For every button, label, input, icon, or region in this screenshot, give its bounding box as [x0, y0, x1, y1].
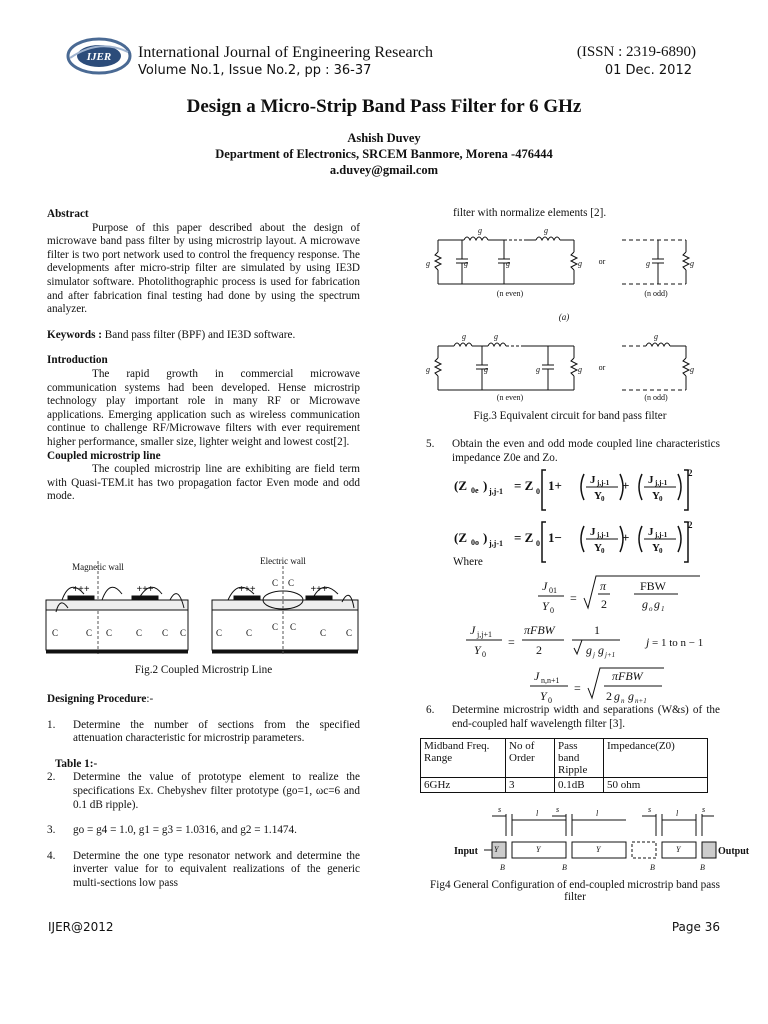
svg-text:= Z: = Z — [514, 478, 534, 493]
svg-text:01: 01 — [549, 586, 557, 595]
keywords-text: Band pass filter (BPF) and IE3D software. — [104, 328, 296, 341]
journal-name: International Journal of Engineering Research — [138, 44, 433, 61]
svg-text:g: g — [426, 259, 430, 268]
table-header-cell: No of Order — [506, 739, 555, 778]
fig2-caption: Fig.2 Coupled Microstrip Line — [134, 664, 273, 676]
svg-text:j,j-1: j,j-1 — [597, 531, 610, 539]
step-5: 5. Obtain the even and odd mode coupled line characteristics impedance Z0e and Zo. — [426, 438, 720, 464]
svg-text:g: g — [614, 689, 620, 703]
svg-text:C: C — [106, 628, 113, 638]
keywords-label: Keywords : — [47, 328, 102, 341]
svg-text:Y: Y — [540, 689, 547, 703]
svg-text:g: g — [426, 365, 430, 374]
inverter-equations — [464, 574, 720, 706]
svg-text:0: 0 — [659, 495, 663, 503]
svg-text:C: C — [246, 628, 253, 638]
abstract-text: Purpose of this paper described about the design of microwave band pass filter by using microstrip layout. A microwave filter is two port network used to control the frequency response. The developments after micro-strip filter are simulated by using IE3D simulator software. Photolithographic process is used for fabrication and after fabrication final testing had done by using the spectrum analyzer. — [47, 221, 360, 316]
svg-text:C: C — [288, 578, 295, 588]
svg-text:(n odd): (n odd) — [644, 393, 668, 402]
svg-text:Output: Output — [718, 846, 750, 857]
svg-text:s: s — [498, 805, 502, 814]
svg-text:2: 2 — [688, 468, 693, 478]
footer-page-number: Page 36 — [671, 920, 720, 934]
table-header-cell: Midband Freq. Range — [421, 739, 506, 778]
svg-text:B: B — [562, 863, 567, 872]
fig3-caption: Fig.3 Equivalent circuit for band pass filter — [473, 410, 667, 422]
svg-text:g: g — [628, 689, 634, 703]
svg-text:(Z: (Z — [454, 478, 467, 493]
step-4: 4. Determine the one type resonator network and determine the inverter value for to equivalent realizations of the generic multi-sections low pass — [47, 849, 360, 889]
journal-volume: Volume No.1, Issue No.2, pp : 36-37 — [138, 63, 372, 78]
where-label: Where — [453, 556, 483, 568]
svg-text:o: o — [649, 605, 653, 613]
svg-text:FBW: FBW — [640, 579, 667, 593]
svg-text:g: g — [478, 226, 482, 235]
svg-text:j,j-1: j,j-1 — [655, 531, 668, 539]
fig4-end-coupled-config — [452, 805, 750, 878]
fig4-caption: Fig4 General Configuration of end-coupled microstrip band pass filter — [430, 879, 720, 903]
svg-text:J: J — [590, 526, 596, 538]
svg-text:j,j-1: j,j-1 — [489, 539, 503, 548]
svg-text:s: s — [556, 805, 560, 814]
svg-text:Y: Y — [542, 599, 549, 613]
svg-text:C: C — [162, 628, 169, 638]
svg-text:j+1: j+1 — [605, 651, 616, 659]
svg-text:g: g — [654, 332, 658, 341]
svg-text:1+: 1+ — [548, 478, 562, 493]
fig2-coupled-microstrip — [40, 556, 362, 658]
svg-text:g: g — [598, 643, 604, 657]
right-cont-text: filter with normalize elements [2]. — [453, 207, 607, 219]
svg-text:J: J — [590, 474, 596, 486]
svg-text:IJER: IJER — [86, 51, 112, 63]
svg-text:g: g — [578, 365, 582, 374]
step-3: 3. go = g4 = 1.0, g1 = g3 = 1.0316, and g2 = 1.1474. — [47, 824, 297, 837]
svg-text:+: + — [622, 530, 630, 545]
svg-text:j,j-1: j,j-1 — [597, 479, 610, 487]
svg-text:Y: Y — [594, 490, 602, 502]
svg-text:πFBW: πFBW — [612, 669, 643, 683]
keywords — [47, 329, 360, 343]
svg-text:Y: Y — [494, 845, 499, 854]
step-1: 1. Determine the number of sections from the specified attenuation characteristic for microstrip parameters. — [47, 718, 360, 745]
author-email: a.duvey@gmail.com — [329, 163, 439, 177]
coupled-text: The coupled microstrip line are exhibiting are field term with Quasi-TEM.it has two propagation factor Even mode and odd mode. — [47, 463, 360, 503]
svg-text:Y: Y — [652, 490, 660, 502]
svg-text:J: J — [534, 669, 540, 683]
author-name: Ashish Duvey — [347, 131, 421, 145]
svg-text:s: s — [702, 805, 706, 814]
svg-text:B: B — [500, 863, 505, 872]
svg-text:π: π — [600, 579, 607, 593]
introduction-text: The rapid growth in commercial microwave communication systems had been developed. Hense microstrip technology play important role in many RF or Microwave applications. Emerging application such as wireless communication continue to challenge RF/Microwave filters with ever requirement higher performance, smaller size, lighter weight and lowest cost[2]. — [47, 367, 360, 448]
svg-text:C: C — [136, 628, 143, 638]
svg-text:+++: +++ — [238, 584, 256, 595]
svg-text:0: 0 — [601, 547, 605, 555]
svg-text:l: l — [536, 809, 539, 818]
svg-text:B: B — [700, 863, 705, 872]
svg-text:2: 2 — [688, 520, 693, 530]
svg-text:C: C — [320, 628, 327, 638]
svg-text:= 1 to n − 1: = 1 to n − 1 — [652, 637, 704, 649]
svg-text:1: 1 — [661, 605, 665, 613]
svg-text:+++: +++ — [136, 584, 154, 595]
svg-text:C: C — [86, 628, 93, 638]
svg-text:n+1: n+1 — [635, 697, 647, 705]
svg-text:g: g — [654, 597, 660, 611]
abstract-heading: Abstract — [47, 208, 89, 220]
svg-text:C: C — [52, 628, 59, 638]
svg-text:+++: +++ — [310, 584, 328, 595]
svg-text:0: 0 — [601, 495, 605, 503]
table-header-cell: Pass band Ripple — [555, 739, 604, 778]
svg-text:1−: 1− — [548, 530, 562, 545]
svg-text:(Z: (Z — [454, 530, 467, 545]
svg-text:l: l — [676, 809, 679, 818]
svg-text:+: + — [622, 478, 630, 493]
svg-text:= Z: = Z — [514, 530, 534, 545]
journal-date: 01 Dec. 2012 — [604, 63, 692, 78]
svg-text:C: C — [272, 622, 279, 632]
step-2: 2. Determine the value of prototype element to realize the specifications Ex. Chebyshev filter prototype (go=1, ωc=6 and 0.1 dB ripple). — [47, 771, 360, 811]
svg-text:=: = — [570, 591, 577, 605]
svg-text:g: g — [690, 259, 694, 268]
table-cell: 6GHz — [421, 778, 506, 793]
svg-text:g: g — [578, 259, 582, 268]
designing-section — [47, 693, 360, 891]
svg-text:0: 0 — [482, 650, 486, 659]
journal-logo — [66, 36, 132, 76]
svg-text:g: g — [646, 259, 650, 268]
svg-text:): ) — [483, 530, 488, 545]
svg-text:C: C — [272, 578, 279, 588]
svg-text:0: 0 — [536, 539, 540, 548]
svg-text:g: g — [536, 365, 540, 374]
svg-text:0o: 0o — [471, 538, 479, 547]
svg-text:g: g — [494, 332, 498, 341]
footer-copyright: IJER@2012 — [48, 920, 114, 934]
svg-text:g: g — [484, 365, 488, 374]
paper-title: Design a Micro-Strip Band Pass Filter for 6 GHz — [186, 96, 582, 117]
svg-text:j,j-1: j,j-1 — [489, 487, 503, 496]
step-6: 6. Determine microstrip width and separations (W&s) of the end-coupled half wavelength filter [3]. — [426, 704, 720, 730]
svg-text:Y: Y — [594, 542, 602, 554]
svg-text:=: = — [574, 681, 581, 695]
svg-text:0: 0 — [536, 487, 540, 496]
svg-text:J: J — [470, 623, 476, 637]
coupled-heading: Coupled microstrip line — [47, 449, 161, 462]
table-cell: 0.1dB — [555, 778, 604, 793]
svg-text:j: j — [646, 635, 650, 649]
svg-text:Input: Input — [454, 846, 478, 857]
svg-text:l: l — [596, 809, 599, 818]
svg-text:Y: Y — [676, 845, 681, 854]
svg-text:Y: Y — [474, 643, 481, 657]
svg-text:): ) — [483, 478, 488, 493]
fig3-equivalent-circuit — [424, 222, 716, 400]
svg-text:2: 2 — [601, 597, 607, 611]
svg-text:C: C — [216, 628, 223, 638]
svg-text:or: or — [598, 257, 606, 266]
svg-text:s: s — [648, 805, 652, 814]
table-cell: 50 ohm — [604, 778, 708, 793]
svg-text:C: C — [290, 622, 297, 632]
svg-text:0e: 0e — [471, 486, 479, 495]
svg-text:J: J — [648, 526, 654, 538]
svg-text:2: 2 — [606, 689, 612, 703]
table-cell: 3 — [506, 778, 555, 793]
svg-text:g: g — [642, 597, 648, 611]
svg-text:1: 1 — [594, 623, 600, 637]
svg-text:n,n+1: n,n+1 — [541, 676, 560, 685]
svg-text:2: 2 — [536, 643, 542, 657]
table-row — [421, 778, 708, 793]
svg-text:n: n — [621, 697, 625, 705]
svg-text:Magnetic wall: Magnetic wall — [72, 562, 124, 572]
svg-text:g: g — [506, 259, 510, 268]
svg-text:j,j-1: j,j-1 — [655, 479, 668, 487]
svg-text:=: = — [508, 635, 515, 649]
svg-text:J: J — [542, 579, 548, 593]
svg-text:g: g — [462, 332, 466, 341]
svg-text:J: J — [648, 474, 654, 486]
journal-issn: (ISSN : 2319-6890) — [576, 44, 696, 60]
table-header-cell: Impedance(Z0) — [604, 739, 708, 778]
impedance-equations — [452, 466, 702, 562]
svg-text:0: 0 — [659, 547, 663, 555]
left-column — [47, 208, 360, 504]
svg-text:g: g — [544, 226, 548, 235]
svg-text:Electric wall: Electric wall — [260, 556, 306, 566]
svg-text:0: 0 — [550, 606, 554, 615]
designing-heading: Designing Procedure:- — [47, 693, 154, 705]
svg-text:0: 0 — [548, 696, 552, 705]
svg-text:(n even): (n even) — [496, 393, 524, 402]
svg-text:(a): (a) — [558, 312, 570, 322]
svg-text:Y: Y — [652, 542, 660, 554]
svg-text:(n odd): (n odd) — [644, 289, 668, 298]
svg-text:j,j+1: j,j+1 — [477, 630, 492, 639]
table-header-row — [421, 739, 708, 778]
svg-text:g: g — [690, 365, 694, 374]
svg-text:or: or — [598, 363, 606, 372]
introduction-heading: Introduction — [47, 354, 108, 367]
author-dept: Department of Electronics, SRCEM Banmore, Morena -476444 — [215, 147, 553, 161]
table-label: Table 1:- — [55, 757, 98, 770]
svg-text:Y: Y — [536, 845, 541, 854]
svg-text:B: B — [650, 863, 655, 872]
svg-text:C: C — [180, 628, 187, 638]
svg-text:g: g — [586, 643, 592, 657]
svg-text:j: j — [593, 651, 595, 659]
svg-text:g: g — [464, 259, 468, 268]
spec-table — [420, 738, 708, 793]
svg-text:πFBW: πFBW — [524, 623, 555, 637]
svg-text:Y: Y — [596, 845, 601, 854]
svg-text:(n even): (n even) — [496, 289, 524, 298]
svg-text:+++: +++ — [72, 584, 90, 595]
svg-text:C: C — [346, 628, 353, 638]
